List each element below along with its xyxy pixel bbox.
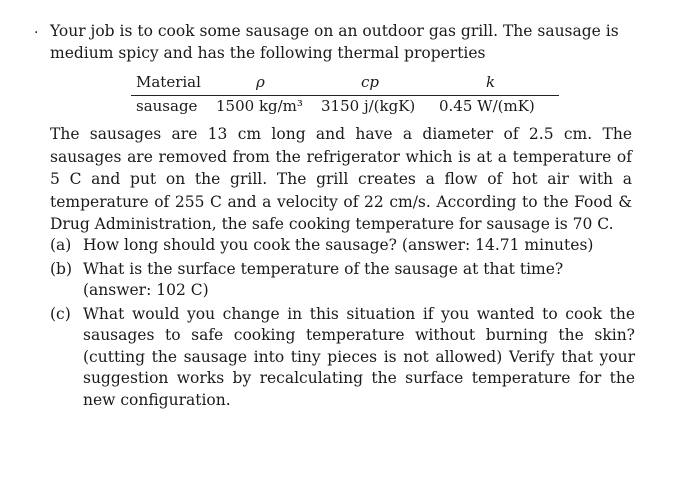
thermal-properties-table	[131, 73, 559, 118]
cell-specific-heat: 3150 j/(kgK)	[321, 97, 416, 115]
header-conductivity: k	[486, 73, 496, 91]
table-header-row	[131, 73, 559, 94]
question-a	[50, 235, 640, 257]
question-label: (a)	[50, 236, 72, 254]
header-material: Material	[136, 73, 201, 91]
cell-material: sausage	[136, 97, 198, 115]
table-row	[131, 97, 559, 118]
question-label: (b)	[50, 259, 73, 278]
question-b	[50, 259, 640, 302]
question-label: (c)	[50, 304, 71, 323]
cell-conductivity: 0.45 W/(mK)	[439, 97, 535, 115]
question-c	[50, 304, 640, 412]
list-bullet: .	[34, 21, 39, 37]
header-specific-heat: cp	[361, 73, 380, 91]
cell-density: 1500 kg/m³	[216, 97, 303, 115]
question-text: How long should you cook the sausage? (answer: 14.71 minutes)	[83, 236, 594, 254]
table-rule	[131, 95, 559, 96]
question-text: What would you change in this situation if you wanted to cook the sausages to safe cooking temperature without burning the skin? (cutting the sausage into tiny pieces is not allowed) Verify that your suggestion works by recalculating the surface temperature for the new configuration.	[83, 304, 635, 409]
question-text: What is the surface temperature of the sausage at that time? (answer: 102 C)	[83, 259, 564, 299]
intro-text: Your job is to cook some sausage on an outdoor gas grill. The sausage is medium spicy and has the following thermal properties	[50, 22, 619, 62]
problem-paragraph: The sausages are 13 cm long and have a diameter of 2.5 cm. The sausages are removed from the refrigerator which is at a temperature of 5 C and put on the grill. The grill creates a flow of hot air with a temperature of 255 C and a velocity of 22 cm/s. According to the Food & Drug Administration, the safe cooking temperature for sausage is 70 C.	[50, 125, 632, 233]
question-list	[50, 235, 640, 413]
header-density: ρ	[256, 73, 265, 91]
